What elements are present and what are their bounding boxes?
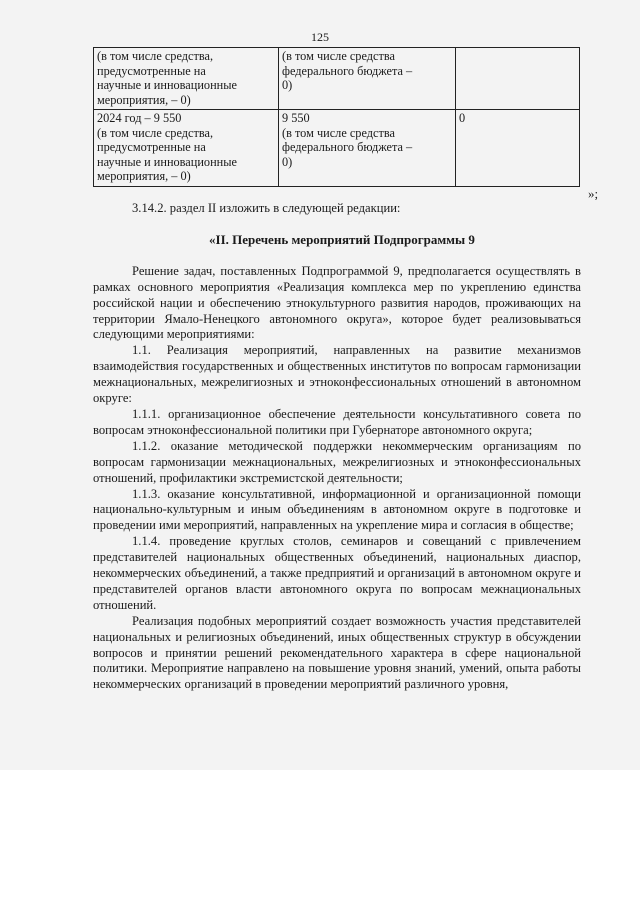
budget-table [93, 47, 580, 187]
amendment-intro: 3.14.2. раздел II изложить в следующей редакции: [132, 201, 401, 215]
cell-line: 0 [459, 111, 466, 125]
table-cell [94, 110, 279, 187]
cell-line: (в том числе средства, [97, 49, 214, 63]
cell-line: 2024 год – 9 550 [97, 111, 182, 125]
cell-line: (в том числе средства [282, 49, 395, 63]
cell-line: 9 550 [282, 111, 310, 125]
table-cell [456, 48, 580, 110]
cell-line: федерального бюджета – [282, 63, 413, 78]
cell-line: мероприятия, – 0) [97, 92, 191, 107]
paragraph: 1.1.3. оказание консультативной, информационной и организационной помощи национально-культурным и иным объединениям в автономном округе в подготовке и проведении ими мероприятий, направленных на укрепление мира и согласия в обществе; [93, 486, 581, 533]
paragraph: Решение задач, поставленных Подпрограммой 9, предполагается осуществлять в рамках основного мероприятия «Реализация комплекса мер по укреплению единства российской нации и обеспечению этнокультурного развития народов, проживающих на территории Ямало-Ненецкого автономного округа», которое будет реализовываться следующими мероприятиями: [93, 263, 581, 342]
cell-line: 0) [282, 78, 293, 92]
paragraph: Реализация подобных мероприятий создает возможность участия представителей национальных и религиозных объединений, иных общественных структур в обсуждении вопросов и принятии решений рекомендательного характера в сфере национальной политики. Мероприятие направлено на повышение уровня знаний, умений, опыта работы некоммерческих организаций в проведении мероприятий различного уровня, [93, 613, 581, 692]
cell-line: федерального бюджета – [282, 140, 413, 154]
table-row [94, 48, 580, 110]
cell-line: мероприятия, – 0) [97, 169, 191, 183]
cell-line: 0) [282, 154, 293, 169]
paragraph: 1.1. Реализация мероприятий, направленных на развитие механизмов взаимодействия государственных и общественных институтов по вопросам гармонизации межнациональных, межрелигиозных и этноконфессиональных отношений в автономном округе: [93, 343, 581, 406]
cell-line: (в том числе средства [282, 125, 395, 140]
table-cell [279, 48, 456, 110]
cell-line: научные и инновационные [97, 154, 237, 169]
document-body [93, 201, 581, 693]
table-cell [279, 110, 456, 187]
table-row [94, 110, 580, 187]
section-title: «II. Перечень мероприятий Подпрограммы 9 [209, 231, 475, 247]
cell-line: (в том числе средства, [97, 125, 214, 140]
cell-line: предусмотренные на [97, 63, 206, 78]
paragraph: 1.1.2. оказание методической поддержки некоммерческим организациям по вопросам гармонизации межнациональных, межрелигиозных и этноконфессиональных отношений, профилактики экстремистской деятельности; [93, 438, 581, 485]
paragraph: 1.1.1. организационное обеспечение деятельности консультативного совета по вопросам этноконфессиональной политики при Губернаторе автономного округа; [93, 406, 581, 437]
paragraph: 1.1.4. проведение круглых столов, семинаров и совещаний с привлечением представителей национальных общественных объединений, национальных диаспор, некоммерческих объединений, а также предприятий и организаций в автономном округе и представителей органов власти автономного округа по вопросам межнациональных отношений. [93, 534, 581, 612]
table-cell [456, 110, 580, 187]
page-number: 125 [311, 30, 329, 44]
table-cell [94, 48, 279, 110]
cell-line: предусмотренные на [97, 140, 206, 154]
quote-end-mark: »; [588, 186, 599, 201]
cell-line: научные и инновационные [97, 78, 237, 92]
